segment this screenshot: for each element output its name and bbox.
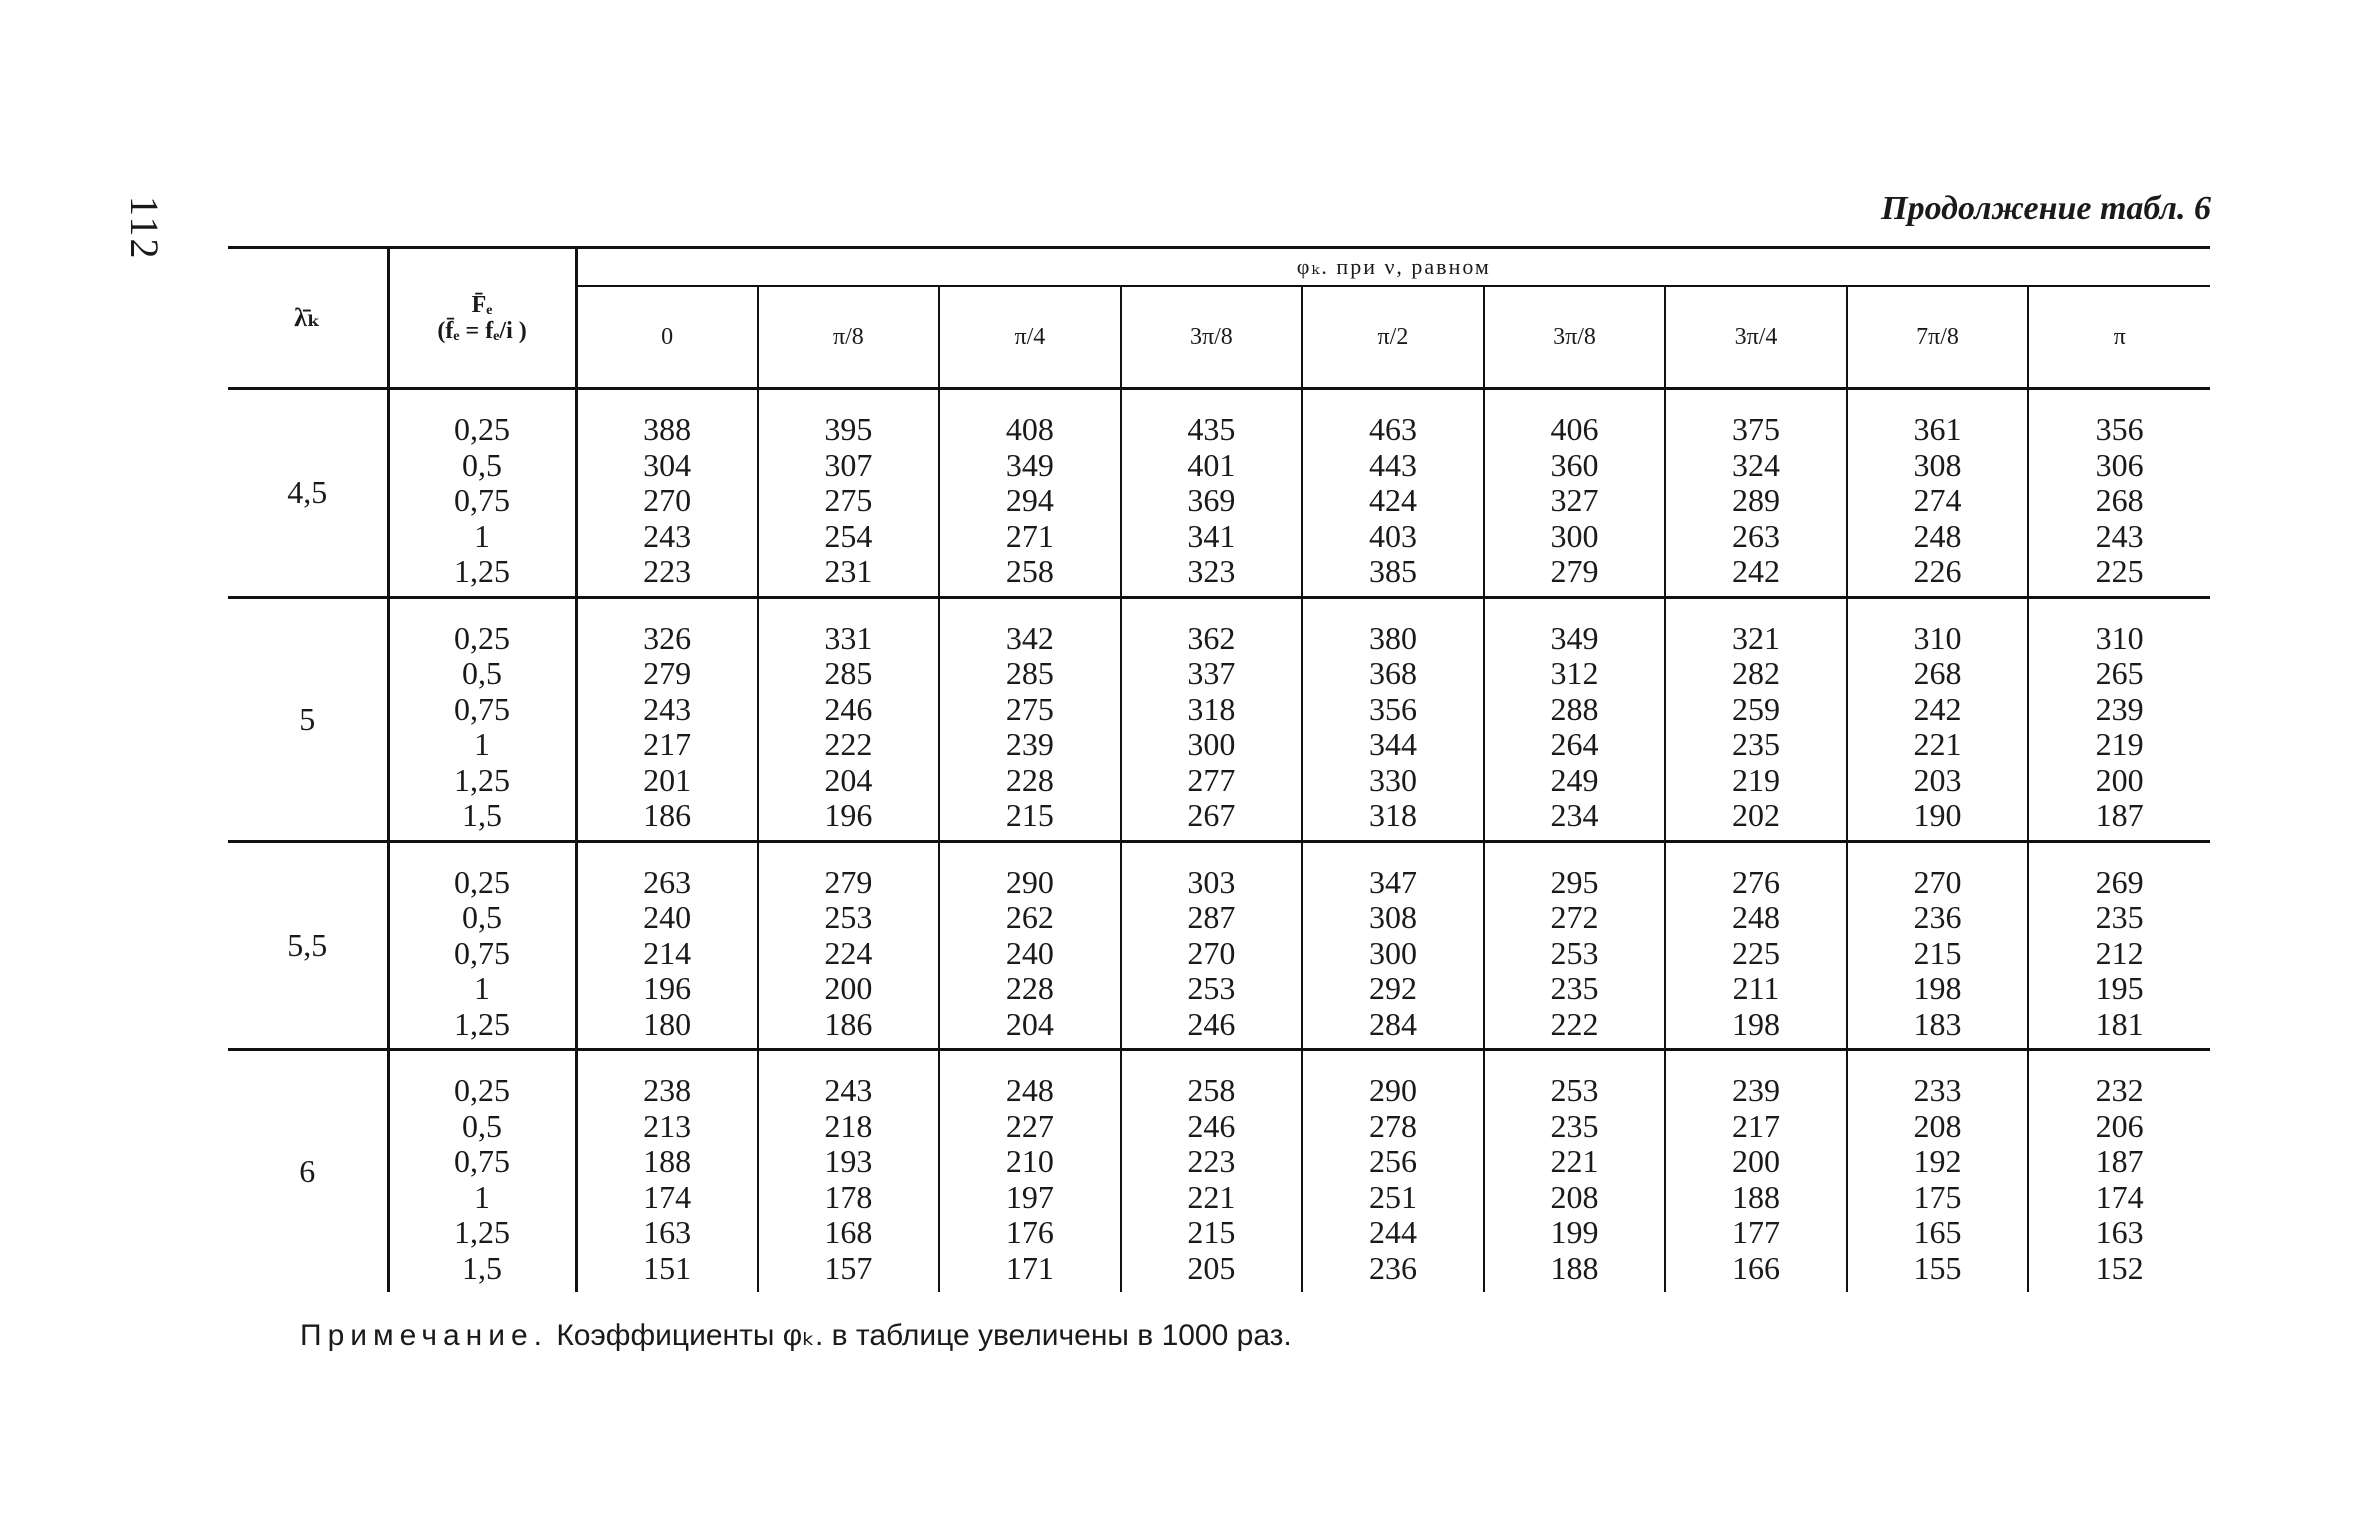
coefficient-value: 217 xyxy=(1732,1107,1781,1144)
coefficient-value: 240 xyxy=(643,899,692,935)
coefficient-value: 204 xyxy=(824,761,873,798)
coefficient-value: 204 xyxy=(1005,1005,1054,1042)
coefficient-value: 212 xyxy=(2095,934,2144,971)
coefficient-value: 222 xyxy=(1550,1005,1599,1042)
coefficient-value: 290 xyxy=(1368,1072,1417,1108)
value-cell xyxy=(1121,1050,1303,1293)
column-header: 7π/8 xyxy=(1847,286,2029,389)
coefficient-value: 289 xyxy=(1732,482,1781,518)
coefficient-value: 227 xyxy=(1005,1107,1054,1144)
coefficient-value: 327 xyxy=(1550,482,1599,518)
coefficient-value: 228 xyxy=(1005,761,1054,798)
coefficient-value: 264 xyxy=(1550,726,1599,762)
f-value: 1 xyxy=(474,726,491,762)
table-row-group xyxy=(228,841,2210,1050)
coefficient-value: 270 xyxy=(1187,934,1236,971)
coefficient-value: 196 xyxy=(824,797,873,833)
coefficient-value: 243 xyxy=(2095,517,2144,554)
value-cell xyxy=(2028,389,2210,598)
lambda-cell: 4,5 xyxy=(228,389,388,598)
coefficient-value: 200 xyxy=(824,970,873,1006)
value-cell xyxy=(1484,841,1666,1050)
coefficient-value: 187 xyxy=(2095,797,2144,833)
header-lambda: λ̄ₖ xyxy=(228,248,388,389)
page-number: 112 xyxy=(122,196,167,261)
coefficient-value: 401 xyxy=(1187,446,1236,483)
coefficient-value: 395 xyxy=(824,411,873,447)
coefficient-value: 228 xyxy=(1005,970,1054,1006)
coefficient-value: 380 xyxy=(1368,619,1417,656)
column-header: π/4 xyxy=(939,286,1121,389)
coefficient-value: 242 xyxy=(1732,553,1781,589)
coefficient-value: 253 xyxy=(1187,970,1236,1006)
coefficient-value: 219 xyxy=(1732,761,1781,798)
f-value: 0,75 xyxy=(454,690,511,727)
coefficient-value: 215 xyxy=(1187,1214,1236,1250)
coefficient-value: 288 xyxy=(1550,690,1599,727)
coefficient-value: 306 xyxy=(2095,446,2144,483)
table-row-group xyxy=(228,597,2210,841)
coefficient-value: 233 xyxy=(1913,1072,1962,1108)
coefficient-value: 290 xyxy=(1005,863,1054,900)
coefficient-value: 263 xyxy=(1732,517,1781,554)
coefficient-value: 214 xyxy=(643,934,692,971)
coefficient-value: 356 xyxy=(1368,690,1417,727)
coefficient-value: 248 xyxy=(1732,899,1781,935)
coefficient-value: 215 xyxy=(1005,797,1054,833)
coefficient-value: 349 xyxy=(1550,619,1599,656)
coefficient-value: 219 xyxy=(2095,726,2144,762)
coefficient-value: 307 xyxy=(824,446,873,483)
coefficient-value: 180 xyxy=(643,1005,692,1042)
coefficient-value: 323 xyxy=(1187,553,1236,589)
coefficient-value: 270 xyxy=(643,482,692,518)
coefficient-value: 176 xyxy=(1005,1214,1054,1250)
coefficient-value: 239 xyxy=(1732,1072,1781,1108)
coefficient-value: 267 xyxy=(1187,797,1236,833)
coefficient-value: 258 xyxy=(1187,1072,1236,1108)
coefficient-value: 205 xyxy=(1187,1249,1236,1286)
coefficient-value: 200 xyxy=(1732,1143,1781,1179)
f-value: 0,75 xyxy=(454,482,511,518)
coefficient-value: 242 xyxy=(1913,690,1962,727)
value-cell xyxy=(758,597,940,841)
coefficient-value: 235 xyxy=(1732,726,1781,762)
coefficient-value: 193 xyxy=(824,1143,873,1179)
coefficient-value: 388 xyxy=(643,411,692,447)
f-value: 0,5 xyxy=(462,1107,503,1144)
value-cell xyxy=(758,841,940,1050)
value-cell xyxy=(2028,597,2210,841)
coefficient-value: 244 xyxy=(1368,1214,1417,1250)
value-cell xyxy=(1302,597,1484,841)
value-cell xyxy=(1847,1050,2029,1293)
coefficient-value: 236 xyxy=(1368,1249,1417,1286)
coefficient-value: 243 xyxy=(643,690,692,727)
value-cell xyxy=(1302,389,1484,598)
coefficient-value: 279 xyxy=(643,655,692,691)
coefficient-value: 235 xyxy=(2095,899,2144,935)
coefficient-value: 157 xyxy=(824,1249,873,1286)
coefficient-value: 223 xyxy=(643,553,692,589)
value-cell xyxy=(939,841,1121,1050)
lambda-cell: 6 xyxy=(228,1050,388,1293)
note-label: Примечание. xyxy=(300,1319,548,1352)
value-cell xyxy=(1484,597,1666,841)
coefficient-value: 344 xyxy=(1368,726,1417,762)
f-value: 0,5 xyxy=(462,655,503,691)
coefficient-value: 262 xyxy=(1005,899,1054,935)
coefficient-value: 198 xyxy=(1913,970,1962,1006)
value-cell xyxy=(1665,597,1847,841)
f-value: 0,5 xyxy=(462,446,503,483)
coefficient-value: 198 xyxy=(1732,1005,1781,1042)
value-cell xyxy=(1665,1050,1847,1293)
coefficient-value: 202 xyxy=(1732,797,1781,833)
column-header: 3π/4 xyxy=(1665,286,1847,389)
coefficient-value: 300 xyxy=(1550,517,1599,554)
table-row-group xyxy=(228,1050,2210,1293)
coefficient-value: 197 xyxy=(1005,1178,1054,1215)
coefficient-value: 249 xyxy=(1550,761,1599,798)
coefficient-value: 271 xyxy=(1005,517,1054,554)
value-cell xyxy=(2028,841,2210,1050)
coefficient-value: 192 xyxy=(1913,1143,1962,1179)
column-header: π/2 xyxy=(1302,286,1484,389)
coefficient-value: 186 xyxy=(643,797,692,833)
value-cell xyxy=(758,1050,940,1293)
coefficient-value: 221 xyxy=(1550,1143,1599,1179)
lambda-cell: 5 xyxy=(228,597,388,841)
coefficient-value: 222 xyxy=(824,726,873,762)
coefficient-value: 238 xyxy=(643,1072,692,1108)
coefficient-value: 265 xyxy=(2095,655,2144,691)
coefficient-value: 235 xyxy=(1550,1107,1599,1144)
coefficient-value: 211 xyxy=(1732,970,1780,1006)
coefficient-value: 221 xyxy=(1913,726,1962,762)
coefficient-value: 318 xyxy=(1368,797,1417,833)
coefficient-value: 186 xyxy=(824,1005,873,1042)
coefficient-value: 285 xyxy=(824,655,873,691)
coefficient-value: 188 xyxy=(1732,1178,1781,1215)
f-values-cell xyxy=(388,389,576,598)
coefficient-value: 163 xyxy=(643,1214,692,1250)
f-value: 0,25 xyxy=(454,619,511,656)
coefficient-value: 175 xyxy=(1913,1178,1962,1215)
coefficient-value: 183 xyxy=(1913,1005,1962,1042)
f-value: 1,25 xyxy=(454,761,511,798)
coefficient-value: 342 xyxy=(1005,619,1054,656)
coefficient-value: 272 xyxy=(1550,899,1599,935)
value-cell xyxy=(576,389,758,598)
value-cell xyxy=(576,597,758,841)
coefficient-value: 206 xyxy=(2095,1107,2144,1144)
coefficient-value: 254 xyxy=(824,517,873,554)
coefficient-value: 181 xyxy=(2095,1005,2144,1042)
value-cell xyxy=(1484,389,1666,598)
value-cell xyxy=(1847,597,2029,841)
header-f: F̄ₑ (f̄ₑ = fₑ/i ) xyxy=(388,248,576,389)
coefficient-value: 258 xyxy=(1005,553,1054,589)
coefficient-value: 259 xyxy=(1732,690,1781,727)
coefficient-value: 349 xyxy=(1005,446,1054,483)
coefficient-value: 196 xyxy=(643,970,692,1006)
coefficient-value: 187 xyxy=(2095,1143,2144,1179)
coefficient-value: 223 xyxy=(1187,1143,1236,1179)
coefficient-value: 279 xyxy=(1550,553,1599,589)
coefficient-value: 463 xyxy=(1368,411,1417,447)
coefficient-value: 174 xyxy=(2095,1178,2144,1215)
table-body xyxy=(228,389,2210,1293)
column-header: 3π/8 xyxy=(1121,286,1303,389)
coefficient-value: 243 xyxy=(643,517,692,554)
coefficient-value: 188 xyxy=(1550,1249,1599,1286)
value-cell xyxy=(576,841,758,1050)
f-values-cell xyxy=(388,1050,576,1293)
coefficient-value: 443 xyxy=(1368,446,1417,483)
coefficient-value: 171 xyxy=(1005,1249,1054,1286)
coefficient-value: 225 xyxy=(2095,553,2144,589)
coefficient-value: 243 xyxy=(824,1072,873,1108)
coefficient-table-container xyxy=(228,246,2210,1292)
value-cell xyxy=(1302,841,1484,1050)
coefficient-value: 253 xyxy=(1550,1072,1599,1108)
table-note xyxy=(300,1318,1292,1353)
coefficient-value: 174 xyxy=(643,1178,692,1215)
coefficient-value: 225 xyxy=(1732,934,1781,971)
coefficient-value: 282 xyxy=(1732,655,1781,691)
coefficient-value: 361 xyxy=(1913,411,1962,447)
coefficient-value: 324 xyxy=(1732,446,1781,483)
coefficient-value: 201 xyxy=(643,761,692,798)
coefficient-value: 231 xyxy=(824,553,873,589)
coefficient-value: 215 xyxy=(1913,934,1962,971)
coefficient-value: 208 xyxy=(1913,1107,1962,1144)
coefficient-value: 356 xyxy=(2095,411,2144,447)
f-value: 1,5 xyxy=(462,1249,503,1286)
coefficient-value: 208 xyxy=(1550,1178,1599,1215)
f-value: 0,75 xyxy=(454,934,511,971)
column-header: 0 xyxy=(576,286,758,389)
f-value: 0,5 xyxy=(462,899,503,935)
coefficient-value: 435 xyxy=(1187,411,1236,447)
value-cell xyxy=(1302,1050,1484,1293)
coefficient-value: 274 xyxy=(1913,482,1962,518)
f-values-cell xyxy=(388,597,576,841)
f-value: 0,25 xyxy=(454,863,511,900)
f-values-cell xyxy=(388,841,576,1050)
f-value: 0,25 xyxy=(454,1072,511,1108)
coefficient-value: 221 xyxy=(1187,1178,1236,1215)
column-header: π xyxy=(2028,286,2210,389)
coefficient-value: 253 xyxy=(824,899,873,935)
coefficient-value: 168 xyxy=(824,1214,873,1250)
coefficient-value: 300 xyxy=(1187,726,1236,762)
f-value: 1,25 xyxy=(454,1214,511,1250)
column-header: 3π/8 xyxy=(1484,286,1666,389)
coefficient-value: 268 xyxy=(1913,655,1962,691)
coefficient-value: 155 xyxy=(1913,1249,1962,1286)
coefficient-value: 312 xyxy=(1550,655,1599,691)
value-cell xyxy=(576,1050,758,1293)
coefficient-value: 178 xyxy=(824,1178,873,1215)
note-text: Коэффициенты φₖ. в таблице увеличены в 1000 раз. xyxy=(547,1319,1292,1352)
coefficient-value: 226 xyxy=(1913,553,1962,589)
coefficient-value: 236 xyxy=(1913,899,1962,935)
value-cell xyxy=(1121,389,1303,598)
value-cell xyxy=(1847,841,2029,1050)
coefficient-value: 232 xyxy=(2095,1072,2144,1108)
f-value: 1,25 xyxy=(454,553,511,589)
f-value: 1,25 xyxy=(454,1005,511,1042)
coefficient-value: 224 xyxy=(824,934,873,971)
coefficient-value: 369 xyxy=(1187,482,1236,518)
coefficient-value: 217 xyxy=(643,726,692,762)
coefficient-value: 200 xyxy=(2095,761,2144,798)
coefficient-value: 239 xyxy=(1005,726,1054,762)
column-header: π/8 xyxy=(758,286,940,389)
value-cell xyxy=(758,389,940,598)
value-cell xyxy=(1665,389,1847,598)
coefficient-value: 321 xyxy=(1732,619,1781,656)
coefficient-value: 330 xyxy=(1368,761,1417,798)
coefficient-value: 253 xyxy=(1550,934,1599,971)
coefficient-value: 213 xyxy=(643,1107,692,1144)
coefficient-value: 166 xyxy=(1732,1249,1781,1286)
coefficient-value: 278 xyxy=(1368,1107,1417,1144)
coefficient-value: 251 xyxy=(1368,1178,1417,1215)
coefficient-value: 248 xyxy=(1005,1072,1054,1108)
coefficient-value: 310 xyxy=(2095,619,2144,656)
coefficient-value: 285 xyxy=(1005,655,1054,691)
coefficient-value: 203 xyxy=(1913,761,1962,798)
coefficient-value: 385 xyxy=(1368,553,1417,589)
coefficient-value: 284 xyxy=(1368,1005,1417,1042)
coefficient-value: 210 xyxy=(1005,1143,1054,1179)
coefficient-value: 300 xyxy=(1368,934,1417,971)
coefficient-value: 294 xyxy=(1005,482,1054,518)
f-value: 1 xyxy=(474,1178,491,1215)
coefficient-value: 279 xyxy=(824,863,873,900)
coefficient-value: 246 xyxy=(1187,1107,1236,1144)
coefficient-value: 218 xyxy=(824,1107,873,1144)
coefficient-value: 347 xyxy=(1368,863,1417,900)
value-cell xyxy=(2028,1050,2210,1293)
coefficient-value: 326 xyxy=(643,619,692,656)
coefficient-value: 256 xyxy=(1368,1143,1417,1179)
coefficient-value: 234 xyxy=(1550,797,1599,833)
coefficient-value: 310 xyxy=(1913,619,1962,656)
coefficient-value: 268 xyxy=(2095,482,2144,518)
value-cell xyxy=(1847,389,2029,598)
coefficient-value: 190 xyxy=(1913,797,1962,833)
coefficient-value: 199 xyxy=(1550,1214,1599,1250)
coefficient-value: 246 xyxy=(824,690,873,727)
coefficient-value: 308 xyxy=(1368,899,1417,935)
coefficient-value: 304 xyxy=(643,446,692,483)
coefficient-value: 239 xyxy=(2095,690,2144,727)
coefficient-value: 246 xyxy=(1187,1005,1236,1042)
table-row-group xyxy=(228,389,2210,598)
coefficient-value: 295 xyxy=(1550,863,1599,900)
coefficient-table xyxy=(228,246,2210,1292)
value-cell xyxy=(939,597,1121,841)
f-value: 1 xyxy=(474,970,491,1006)
coefficient-value: 341 xyxy=(1187,517,1236,554)
coefficient-value: 270 xyxy=(1913,863,1962,900)
coefficient-value: 292 xyxy=(1368,970,1417,1006)
value-cell xyxy=(1121,841,1303,1050)
coefficient-value: 362 xyxy=(1187,619,1236,656)
coefficient-value: 151 xyxy=(643,1249,692,1286)
coefficient-value: 406 xyxy=(1550,411,1599,447)
value-cell xyxy=(1484,1050,1666,1293)
header-group-label: φₖ. при ν, равном xyxy=(576,248,2210,287)
coefficient-value: 188 xyxy=(643,1143,692,1179)
value-cell xyxy=(939,1050,1121,1293)
value-cell xyxy=(1665,841,1847,1050)
coefficient-value: 152 xyxy=(2095,1249,2144,1286)
f-value: 0,25 xyxy=(454,411,511,447)
coefficient-value: 408 xyxy=(1005,411,1054,447)
value-cell xyxy=(1121,597,1303,841)
coefficient-value: 248 xyxy=(1913,517,1962,554)
coefficient-value: 177 xyxy=(1732,1214,1781,1250)
coefficient-value: 318 xyxy=(1187,690,1236,727)
lambda-cell: 5,5 xyxy=(228,841,388,1050)
coefficient-value: 165 xyxy=(1913,1214,1962,1250)
coefficient-value: 235 xyxy=(1550,970,1599,1006)
coefficient-value: 240 xyxy=(1005,934,1054,971)
coefficient-value: 263 xyxy=(643,863,692,900)
coefficient-value: 403 xyxy=(1368,517,1417,554)
coefficient-value: 368 xyxy=(1368,655,1417,691)
coefficient-value: 287 xyxy=(1187,899,1236,935)
coefficient-value: 275 xyxy=(1005,690,1054,727)
coefficient-value: 277 xyxy=(1187,761,1236,798)
coefficient-value: 269 xyxy=(2095,863,2144,900)
value-cell xyxy=(939,389,1121,598)
coefficient-value: 303 xyxy=(1187,863,1236,900)
coefficient-value: 163 xyxy=(2095,1214,2144,1250)
table-continuation-title: Продолжение табл. 6 xyxy=(1881,190,2211,227)
coefficient-value: 195 xyxy=(2095,970,2144,1006)
coefficient-value: 375 xyxy=(1732,411,1781,447)
coefficient-value: 276 xyxy=(1732,863,1781,900)
coefficient-value: 360 xyxy=(1550,446,1599,483)
coefficient-value: 337 xyxy=(1187,655,1236,691)
coefficient-value: 331 xyxy=(824,619,873,656)
f-value: 1,5 xyxy=(462,797,503,833)
f-value: 0,75 xyxy=(454,1143,511,1179)
coefficient-value: 424 xyxy=(1368,482,1417,518)
coefficient-value: 308 xyxy=(1913,446,1962,483)
coefficient-value: 275 xyxy=(824,482,873,518)
f-value: 1 xyxy=(474,517,491,554)
